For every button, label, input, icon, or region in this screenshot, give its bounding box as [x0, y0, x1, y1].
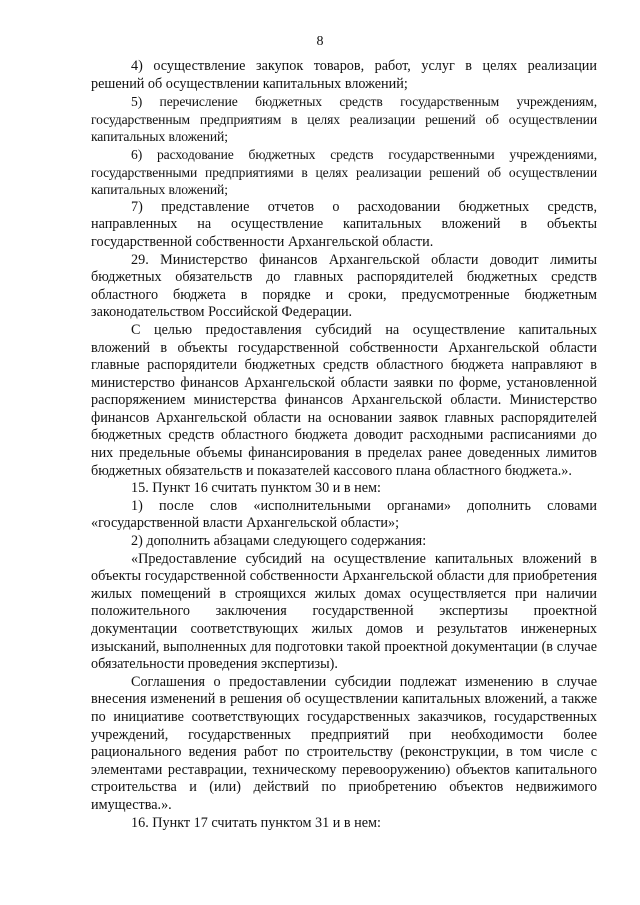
paragraph: 2) дополнить абзацами следующего содержания: — [131, 533, 427, 550]
paragraph: С целью предоставления субсидий на осуществление капитальных вложений в объекты государственной собственности Архангельской области главные распорядители бюджетных средств областного бюджета направляют в министерство финансов Архангельской области заявки по форме, установленной распоряжением министерства финансов Архангельской области. Министерство финансов Архангельской области на основании заявок главных распорядителей бюджетных средств областного бюджета доводит расходными расписаниями до них предельные объемы финансирования в пределах ранее доведенных лимитов бюджетных обязательств и показателей кассового плана областного бюджета.». — [91, 321, 597, 479]
page-number: 8 — [316, 34, 324, 49]
paragraph: 7) представление отчетов о расходовании бюджетных средств, направленных на осуществление капитальных вложений в объекты государственной собственности Архангельской области. — [91, 198, 597, 250]
paragraph: 29. Министерство финансов Архангельской области доводит лимиты бюджетных обязательств до главных распорядителей бюджетных средств областного бюджета в порядке и сроки, предусмотренные бюджетным законодательством Российской Федерации. — [91, 251, 597, 321]
paragraph: Соглашения о предоставлении субсидии подлежат изменению в случае внесения изменений в решения об осуществлении капитальных вложений, а также по инициативе соответствующих государственных заказчиков, государственных учреждений, государственных предприятий при необходимости более рационального ведения работ по строительству (реконструкции, в том числе с элементами реставрации, техническому перевооружению) объектов капитального строительства и (или) действий по приобретению объектов недвижимого имущества.». — [91, 673, 597, 813]
paragraph: 6) расходование бюджетных средств государственными учреждениями, государственными предприятиями в целях реализации решений об осуществлении капитальных вложений; — [91, 146, 597, 198]
paragraph: «Предоставление субсидий на осуществление капитальных вложений в объекты государственной собственности Архангельской области для приобретения жилых помещений в строящихся жилых домах осуществляется при наличии положительного заключения государственной экспертизы проектной документации соответствующих жилых домов и результатов инженерных изысканий, выполненных для подготовки такой проектной документации (в случае обязательности проведения экспертизы). — [91, 550, 597, 673]
paragraph: 1) после слов «исполнительными органами» дополнить словами «государственной власти Архангельской области»; — [91, 497, 597, 532]
paragraph: 16. Пункт 17 считать пунктом 31 и в нем: — [131, 814, 381, 831]
document-body — [91, 58, 597, 832]
paragraph: 4) осуществление закупок товаров, работ, услуг в целях реализации решений об осуществлении капитальных вложений; — [91, 58, 597, 92]
paragraph: 5) перечисление бюджетных средств государственным учреждениям, государственным предприятиям в целях реализации решений об осуществлении капитальных вложений; — [91, 94, 597, 145]
paragraph: 15. Пункт 16 считать пунктом 30 и в нем: — [131, 480, 381, 497]
